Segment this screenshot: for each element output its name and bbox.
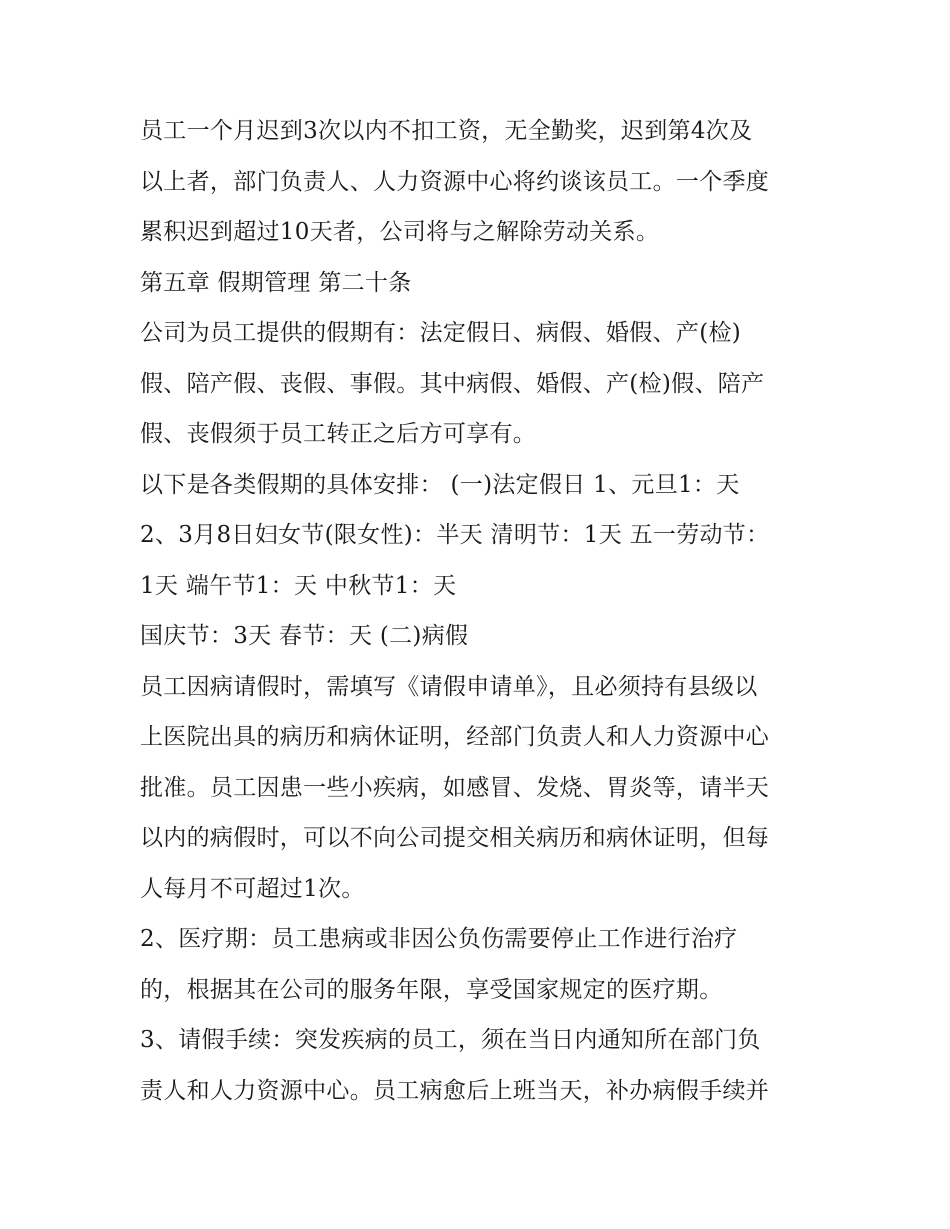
text-line: 假、丧假须于员工转正之后方可享有。 xyxy=(140,421,537,447)
text-line: 3、请假手续：突发疾病的员工，须在当日内通知所在部门负 xyxy=(140,1027,761,1053)
text-line: 假、陪产假、丧假、事假。其中病假、婚假、产(检)假、陪产 xyxy=(140,370,765,397)
text-line: 批准。员工因患一些小疾病，如感冒、发烧、胃炎等，请半天 xyxy=(140,774,770,801)
text-line: 员工一个月迟到3次以内不扣工资，无全勤奖，迟到第4次及 xyxy=(140,118,753,144)
text-line: 以下是各类假期的具体安排： (一)法定假日 1、元旦1：天 xyxy=(140,471,740,498)
chapter-heading: 第五章 假期管理 第二十条 xyxy=(140,269,412,296)
text-line: 员工因病请假时，需填写《请假申请单》，且必须持有县级以 xyxy=(140,673,758,700)
text-line: 上医院出具的病历和病休证明，经部门负责人和人力资源中心 xyxy=(140,724,770,750)
text-line: 责人和人力资源中心。员工病愈后上班当天，补办病假手续并 xyxy=(140,1077,770,1104)
text-line: 累积迟到超过10天者，公司将与之解除劳动关系。 xyxy=(140,219,660,245)
text-line: 1天 端午节1：天 中秋节1：天 xyxy=(140,572,457,599)
text-line: 人每月不可超过1次。 xyxy=(140,875,365,902)
text-line: 以内的病假时，可以不向公司提交相关病历和病休证明，但每 xyxy=(140,825,770,851)
text-line: 公司为员工提供的假期有：法定假日、病假、婚假、产(检) xyxy=(140,320,742,346)
text-line: 以上者，部门负责人、人力资源中心将约谈该员工。一个季度 xyxy=(140,168,770,195)
text-line: 2、医疗期：员工患病或非因公负伤需要停止工作进行治疗 xyxy=(140,926,738,952)
text-line: 2、3月8日妇女节(限女性)：半天 清明节：1天 五一劳动节： xyxy=(140,522,770,548)
document-body xyxy=(140,106,820,1116)
text-line: 国庆节：3天 春节：天 (二)病假 xyxy=(140,623,469,649)
text-line: 的，根据其在公司的服务年限，享受国家规定的医疗期。 xyxy=(140,976,723,1003)
